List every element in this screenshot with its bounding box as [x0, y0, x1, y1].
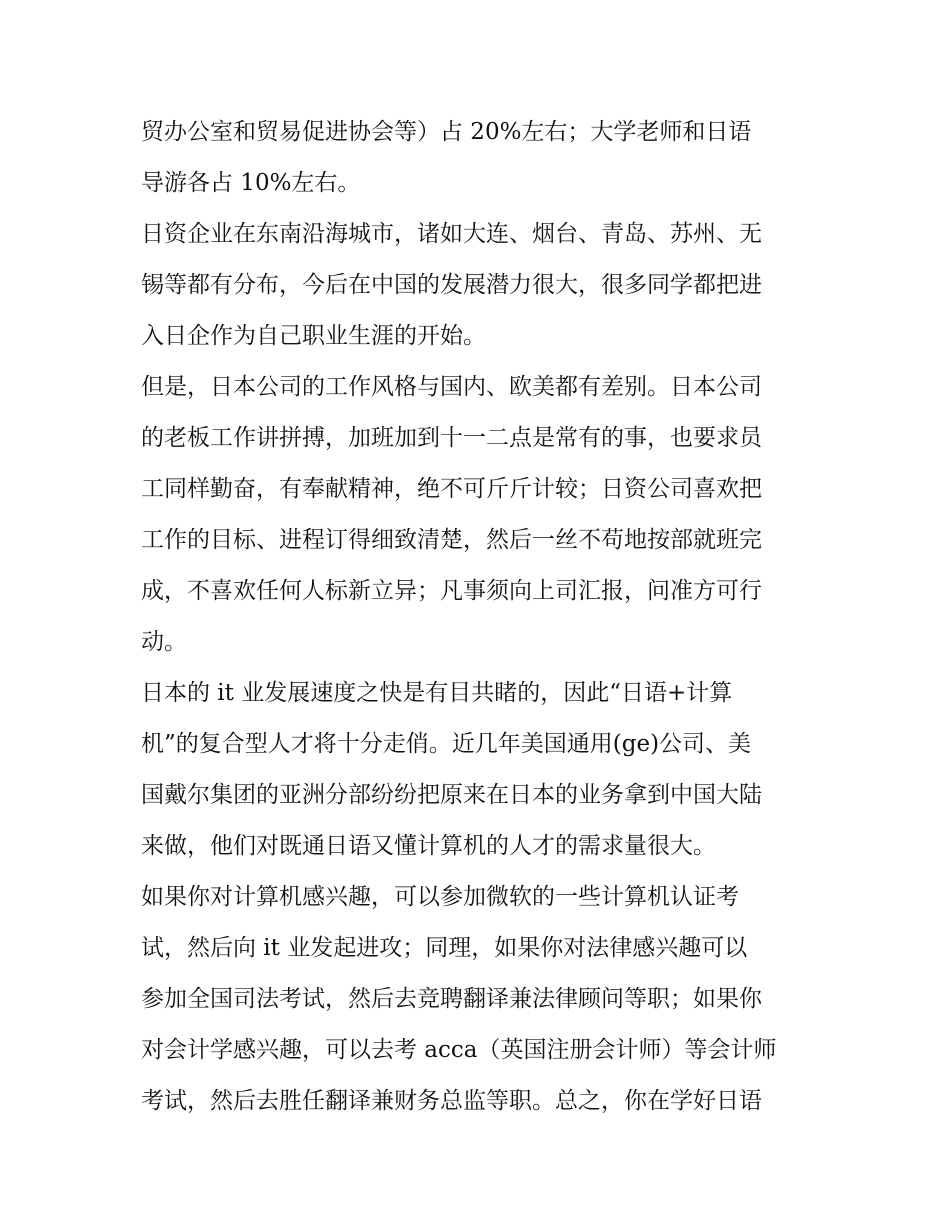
text-line: 工作的目标、进程订得细致清楚，然后一丝不苟地按部就班完: [141, 527, 762, 553]
paragraph-2: [141, 209, 821, 362]
text-line: 机”的复合型人才将十分走俏。近几年美国通用(ge)公司、美: [141, 731, 752, 757]
text-line: 国戴尔集团的亚洲分部纷纷把原来在日本的业务拿到中国大陆: [141, 782, 762, 808]
text-line: 动。: [141, 629, 187, 655]
text-line: 的老板工作讲拼搏，加班加到十一二点是常有的事，也要求员: [141, 425, 762, 451]
text-line: 来做，他们对既通日语又懂计算机的人才的需求量很大。: [141, 833, 716, 859]
text-line: 考试，然后去胜任翻译兼财务总监等职。总之，你在学好日语: [141, 1088, 762, 1114]
text-line: 锡等都有分布，今后在中国的发展潜力很大，很多同学都把进: [141, 272, 762, 298]
text-line: 但是，日本公司的工作风格与国内、欧美都有差别。日本公司: [141, 374, 762, 400]
text-line: 日本的 it 业发展速度之快是有目共睹的，因此“日语+计算: [141, 680, 733, 706]
text-line: 如果你对计算机感兴趣，可以参加微软的一些计算机认证考: [141, 884, 739, 910]
text-line: 贸办公室和贸易促进协会等）占 20%左右；大学老师和日语: [141, 119, 752, 145]
text-line: 入日企作为自己职业生涯的开始。: [141, 323, 486, 349]
text-line: 工同样勤奋，有奉献精神，绝不可斤斤计较；日资公司喜欢把: [141, 476, 762, 502]
paragraph-5: [141, 872, 821, 1127]
text-line: 日资企业在东南沿海城市，诸如大连、烟台、青岛、苏州、无: [141, 221, 762, 247]
paragraph-3: [141, 362, 821, 668]
text-line: 试，然后向 it 业发起进攻；同理，如果你对法律感兴趣可以: [141, 935, 748, 961]
text-line: 对会计学感兴趣，可以去考 acca（英国注册会计师）等会计师: [141, 1037, 777, 1063]
text-line: 导游各占 10%左右。: [141, 170, 361, 196]
document-body: [141, 107, 821, 1127]
paragraph-4: [141, 668, 821, 872]
text-line: 成，不喜欢任何人标新立异；凡事须向上司汇报，问准方可行: [141, 578, 762, 604]
paragraph-1: [141, 107, 821, 209]
text-line: 参加全国司法考试，然后去竞聘翻译兼法律顾问等职；如果你: [141, 986, 762, 1012]
